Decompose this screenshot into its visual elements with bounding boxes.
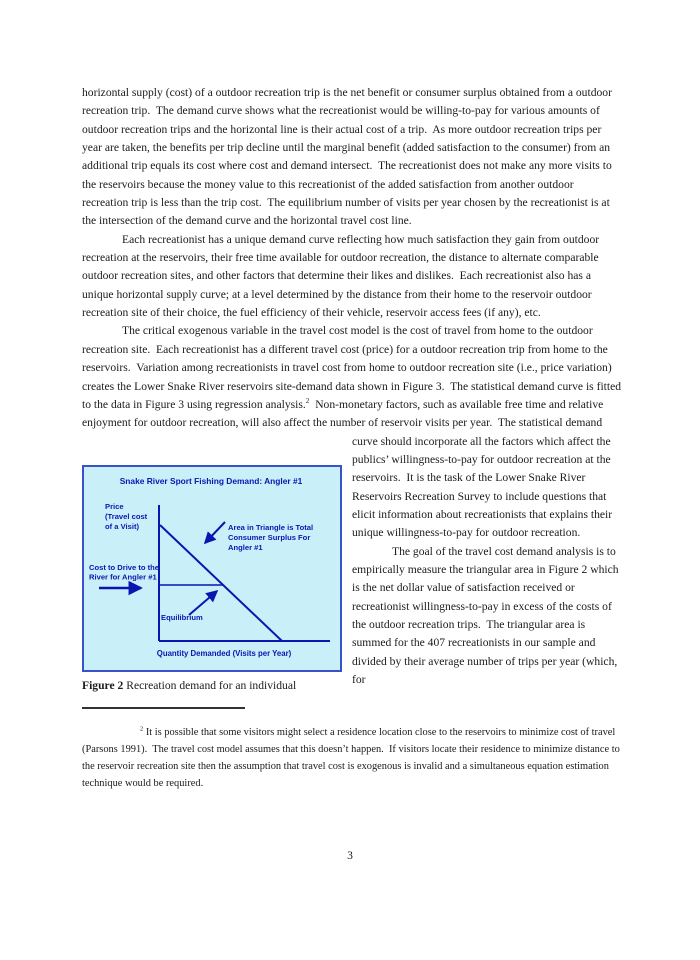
paragraph-3-text-a: The critical exogenous variable in the travel cost model is the cost of travel from home to the outdoor recreation site. Each recreationist has a different travel cost (price) for a outdoor recreation trip from home to the reservoirs. Variation among recreationists in travel cost from home to outdoor recreation site (i.e., price variation) creates the Lower Snake River reservoirs site-demand data shown in Figure 3. The statistical demand curve is fitted to the data in Figure 3 using regression analysis. xyxy=(82,324,624,411)
paragraph-3-text-b: Non-monetary factors, such as available free time and relative enjoyment for outdoor recreation, will also affect the number of reservoir visits per year. The statistical demand curve should incorporate all xyxy=(82,397,607,448)
demand-curve-line xyxy=(160,525,282,641)
price-axis-label: Price (Travel cost of a Visit) xyxy=(105,501,148,531)
paragraph-4-text: The goal of the travel cost demand analysis is to empirically measure the triangular area in Figure 2 which is the net dollar value of satisfaction received or recreationist willingness-to-pay in excess of the costs of the outdoor recreation trips. The triangular area is summed for the 407 recreationists in our sample and divided by their average number of trips per year (which, for xyxy=(352,544,622,686)
figure-2-chart xyxy=(82,465,342,672)
chart-title: Snake River Sport Fishing Demand: Angler #1 xyxy=(119,475,303,486)
figure-2-caption-label: Figure 2 xyxy=(82,678,124,692)
cost-to-drive-label: Cost to Drive to the River for Angler #1 xyxy=(89,562,160,582)
consumer-surplus-arrow-icon xyxy=(205,522,225,543)
paragraph-2-text: Each recreationist has a unique demand curve reflecting how much satisfaction they gain from outdoor recreation at the reservoirs, their free time available for outdoor recreation, the distance to alternate comparable outdoor recreation sites, and other factors that determine their likes and dislikes. Each recreationist also has a unique horizontal supply curve; at a level determined by the distance from their home to the reservoir outdoor recreation site of their choice, the fuel efficiency of their vehicle, reservoir access fees (if any), etc. xyxy=(82,232,603,320)
footnote-text: It is possible that some visitors might select a residence location close to the reservoirs to minimize cost of travel (Parsons 1991). The travel cost model assumes that this doesn’t happen. If visitors locate their residence to minimize distance to the reservoir recreation site then the assumption that travel cost is exogenous is invalid and a simultaneous equation estimation technique would be required. xyxy=(82,727,623,790)
footnote-number: 2 xyxy=(140,725,144,733)
footnote-reference-mark: 2 xyxy=(305,396,310,405)
demand-chart-svg xyxy=(84,467,340,670)
page-number: 3 xyxy=(347,849,353,862)
figure-2-caption xyxy=(82,678,344,693)
paragraph-2 xyxy=(82,231,622,323)
quantity-axis-label: Quantity Demanded (Visits per Year) xyxy=(156,648,292,658)
figure-2-caption-text: Recreation demand for an individual xyxy=(123,678,297,692)
area-label: Area in Triangle is Total Consumer Surplus For Angler #1 xyxy=(228,522,314,552)
figure-2 xyxy=(82,465,344,693)
paragraph-1-text: horizontal supply (cost) of a outdoor recreation trip is the net benefit or consumer surplus obtained from a outdoor recreation trip. The demand curve shows what the recreationist would be willing-to-pay for various amounts of outdoor recreation trips and the horizontal line is their actual cost of a trip. As more outdoor recreation trips per year are taken, the benefits per trip decline until the marginal benefit (added satisfaction to the consumer) from an additional trip equals its cost where cost and demand intersect. The recreationist does not make any more visits to the reservoirs because the money value to this recreationist of the added satisfaction from another outdoor recreation trip is less than the trip cost. The equilibrium number of visits per year chosen by the recreationist is at the intersection of the demand curve and the horizontal travel cost line. xyxy=(82,86,615,228)
paragraph-3-text-c: the factors which affect the publics’ willingness-to-pay for outdoor recreation at the reservoirs. It is the task of the Lower Snake River Reservoirs Recreation Survey to include questions that elicit information about recreationists that explains their unique willingness-to-pay for outdoor recreation. xyxy=(352,434,616,540)
footnote-separator xyxy=(82,707,245,709)
footnote-2 xyxy=(82,725,622,793)
page-body xyxy=(82,84,622,793)
equilibrium-label: Equilibrium xyxy=(161,612,203,622)
equilibrium-arrow-icon xyxy=(189,591,217,615)
paragraph-1 xyxy=(82,84,622,231)
